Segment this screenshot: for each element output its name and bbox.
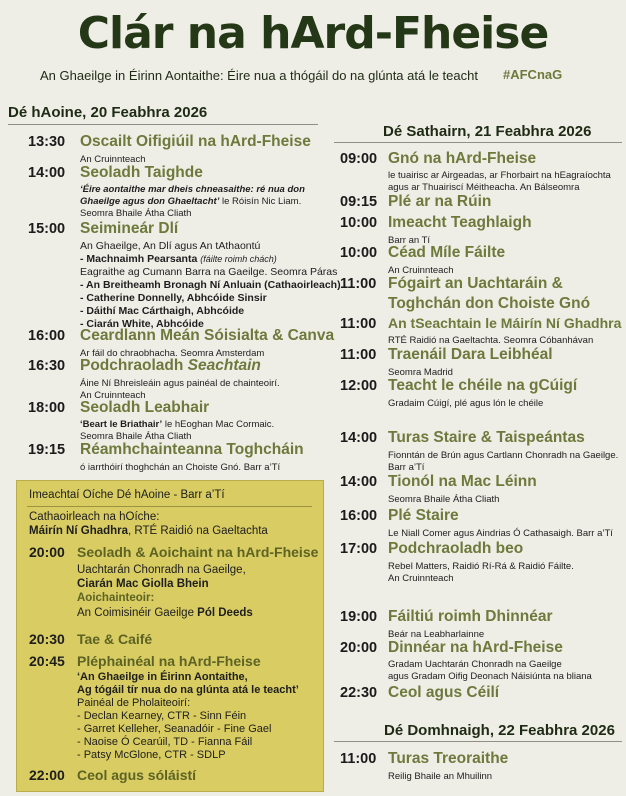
event-detail: Uachtarán Chonradh na Gaeilge, — [77, 564, 246, 576]
event-title: Gnó na hArd-Fheise — [388, 150, 537, 167]
event-detail: ‘Éire aontaithe mar dheis chneasaithe: ré nua don — [80, 184, 305, 195]
event-time: 20:00 — [29, 544, 65, 560]
event-title: Turas Treoraithe — [388, 750, 509, 767]
event-detail: ó iarrthóirí thoghchán an Choiste Gnó. Barr a’Tí — [80, 462, 281, 473]
event-title: Seoladh Leabhair — [80, 399, 210, 416]
event-detail: An Cruinnteach — [388, 573, 454, 584]
page-title: Clár na hArd-Fheise — [77, 8, 549, 59]
event-title: An tSeachtain le Máirín Ní Ghadhra — [388, 315, 622, 331]
event-time: 18:00 — [28, 400, 66, 416]
event-detail: An Coimisinéir Gaeilge Pól Deeds — [77, 607, 253, 619]
event-detail: Seomra Bhaile Átha Cliath — [80, 208, 192, 219]
event-detail: - Declan Kearney, CTR - Sinn Féin — [77, 710, 247, 722]
event-time: 10:00 — [340, 245, 378, 261]
event-detail: An Cruinnteach — [388, 265, 454, 276]
event-detail: - Machnaimh Pearsanta (fáilte roimh chách) — [80, 253, 277, 265]
event-title: Oscailt Oifigiúil na hArd-Fheise — [80, 133, 311, 150]
chair-label: Cathaoirleach na hOíche: — [29, 511, 160, 523]
hashtag: #AFCnaG — [503, 67, 563, 82]
event-detail: Eagraithe ag Cumann Barra na Gaeilge. Seomra Páras — [80, 266, 338, 278]
event-detail: Beár na Leabharlainne — [388, 629, 485, 640]
event-detail: Painéal de Pholaiteoirí: — [77, 697, 191, 709]
event-detail: Seomra Bhaile Átha Cliath — [388, 494, 500, 505]
divider — [27, 506, 312, 507]
event-title: Plé Staire — [388, 507, 459, 524]
day-heading-friday: Dé hAoine, 20 Feabhra 2026 — [8, 104, 208, 121]
day-heading-saturday: Dé Sathairn, 21 Feabhra 2026 — [383, 123, 592, 140]
event-detail: - Ciarán White, Abhcóide — [80, 318, 204, 330]
day-heading-sunday: Dé Domhnaigh, 22 Feabhra 2026 — [384, 722, 615, 739]
event-detail: ‘Beart le Briathair’ le hEoghan Mac Cormaic. — [80, 419, 275, 430]
event-time: 11:00 — [340, 276, 377, 292]
divider — [8, 124, 318, 125]
divider — [334, 142, 622, 143]
event-time: 10:00 — [340, 215, 378, 231]
event-detail: Reilig Bhaile an Mhuilinn — [388, 771, 493, 782]
panel-heading: Imeachtaí Oíche Dé hAoine - Barr a’Tí — [29, 489, 225, 501]
event-time: 11:00 — [340, 316, 377, 332]
event-detail: Ar fáil do chraobhacha. Seomra Amsterdam — [80, 348, 265, 359]
event-detail: An Cruinnteach — [80, 390, 146, 401]
event-detail: agus Gradam Oifig Deonach Náisiúnta na bliana — [388, 671, 592, 682]
event-detail: Gradaim Cúigí, plé agus lón le chéile — [388, 398, 544, 409]
event-detail: - Catherine Donnelly, Abhcóide Sinsir — [80, 292, 267, 304]
event-title: Réamhchainteanna Toghcháin — [80, 441, 304, 458]
event-detail: Le Niall Comer agus Aindrias Ó Cathasaigh. Barr a’Tí — [388, 528, 613, 539]
event-title: Ceardlann Meán Sóisialta & Canva — [80, 327, 335, 344]
event-title: Ceol agus sóláistí — [77, 767, 197, 783]
page-subtitle: An Ghaeilge in Éirinn Aontaithe: Éire nua a thógáil do na glúnta atá le teacht — [40, 68, 478, 83]
event-time: 14:00 — [28, 165, 66, 181]
event-time: 12:00 — [340, 378, 378, 394]
event-time: 13:30 — [28, 134, 66, 150]
event-title: Traenáil Dara Leibhéal — [388, 346, 553, 363]
event-detail: Áine Ní Bhreisleáin agus painéal de chainteoirí. — [80, 378, 280, 389]
event-title: Seimineár Dlí — [80, 220, 179, 237]
event-detail: - Patsy McGlone, CTR - SDLP — [77, 749, 226, 761]
divider — [334, 741, 622, 742]
event-time: 20:00 — [340, 640, 378, 656]
event-detail: Rebel Matters, Raidió Rí-Rá & Raidió Fáilte. — [388, 561, 574, 572]
event-title: Seoladh & Aoichaint na hArd-Fheise — [77, 544, 319, 560]
event-title: Fáiltiú roimh Dhinnéar — [388, 608, 553, 625]
event-detail: RTÉ Raidió na Gaeltachta. Seomra Cóbanhávan — [388, 335, 594, 346]
event-title: Tionól na Mac Léinn — [388, 473, 537, 490]
event-title: Imeacht Teaghlaigh — [388, 214, 532, 231]
event-detail: Gradam Uachtarán Chonradh na Gaeilge — [388, 659, 562, 670]
event-time: 11:00 — [340, 347, 377, 363]
event-time: 14:00 — [340, 430, 378, 446]
event-time: 09:00 — [340, 151, 378, 167]
event-title: Fógairt an Uachtaráin & — [388, 275, 563, 292]
event-time: 22:00 — [29, 767, 65, 783]
event-detail: - Garret Kelleher, Seanadóir - Fine Gael — [77, 723, 272, 735]
event-detail: Ag tógáil tír nua do na glúnta atá le teacht’ — [77, 684, 299, 696]
event-time: 16:00 — [28, 328, 66, 344]
event-title: Plé ar na Rúin — [388, 193, 492, 210]
event-detail: Barr a’Tí — [388, 462, 425, 473]
event-time: 19:00 — [340, 609, 378, 625]
event-title: Seoladh Taighde — [80, 164, 203, 181]
event-detail: agus ar Thuairiscí Méitheacha. An Bálseomra — [388, 182, 580, 193]
event-detail: Fionntán de Brún agus Cartlann Chonradh na Gaeilge. — [388, 450, 619, 461]
event-detail: Seomra Bhaile Átha Cliath — [80, 431, 192, 442]
header — [0, 0, 626, 92]
event-detail: Ciarán Mac Giolla Bhein — [77, 578, 209, 590]
event-detail: Ghaeilge agus don Ghaeltacht’ le Róisín Nic Liam. — [80, 196, 302, 207]
event-title: Toghchán don Choiste Gnó — [388, 295, 591, 312]
chair-line: Máirín Ní Ghadhra, RTÉ Raidió na Gaeltachta — [29, 525, 268, 537]
event-detail: Aoichainteoir: — [77, 592, 155, 604]
event-detail: Barr an Tí — [388, 235, 431, 246]
event-detail: An Ghaeilge, An Dlí agus An tAthaontú — [80, 240, 261, 252]
event-time: 09:15 — [340, 194, 378, 210]
event-time: 16:30 — [28, 358, 66, 374]
event-detail: Seomra Madrid — [388, 367, 453, 378]
friday-night-panel — [16, 480, 324, 792]
event-time: 15:00 — [28, 221, 66, 237]
event-title: Ceol agus Céilí — [388, 684, 500, 701]
event-detail: ‘An Ghaeilge in Éirinn Aontaithe, — [77, 671, 248, 683]
event-time: 20:30 — [29, 631, 65, 647]
event-title: Dinnéar na hArd-Fheise — [388, 639, 563, 656]
event-time: 11:00 — [340, 751, 377, 767]
event-detail: - An Breitheamh Bronagh Ní Anluain (Cathaoirleach) — [80, 279, 341, 291]
event-detail: - Naoise Ó Cearúil, TD - Fianna Fáil — [77, 736, 253, 748]
event-time: 19:15 — [28, 442, 66, 458]
event-title: Podchraoladh beo — [388, 540, 524, 557]
event-title: Tae & Caifé — [77, 631, 153, 647]
event-title: Turas Staire & Taispeántas — [388, 429, 585, 446]
event-detail: - Dáithí Mac Cárthaigh, Abhcóide — [80, 305, 245, 317]
event-time: 20:45 — [29, 653, 65, 669]
event-time: 22:30 — [340, 685, 378, 701]
event-title: Podchraoladh Seachtain — [80, 357, 261, 374]
event-detail: An Cruinnteach — [80, 154, 146, 165]
event-time: 16:00 — [340, 508, 378, 524]
event-title: Teacht le chéile na gCúigí — [388, 377, 578, 394]
event-time: 14:00 — [340, 474, 378, 490]
event-title: Céad Míle Fáilte — [388, 244, 506, 261]
event-time: 17:00 — [340, 541, 378, 557]
event-title: Pléphainéal na hArd-Fheise — [77, 653, 261, 669]
event-detail: le tuairisc ar Airgeadas, ar Fhorbairt na hEagraíochta — [388, 170, 611, 181]
